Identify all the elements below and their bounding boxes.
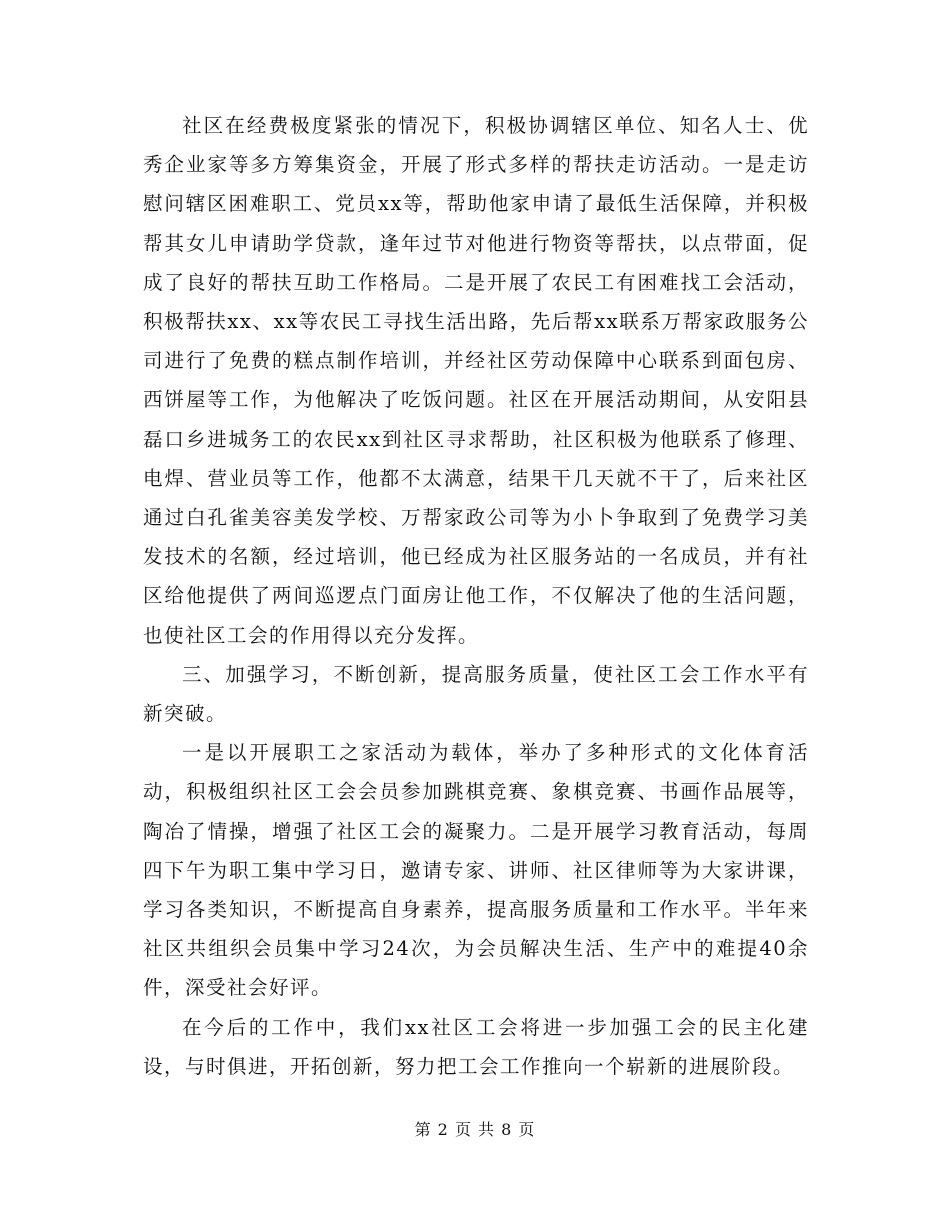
paragraph-3: 一是以开展职工之家活动为载体，举办了多种形式的文化体育活动，积极组织社区工会会员参加跳棋竞赛、象棋竞赛、书画作品展等，陶冶了情操，增强了社区工会的凝聚力。二是开展学习教育活动，每周四下午为职工集中学习日，邀请专家、讲师、社区律师等为大家讲课，学习各类知识，不断提高自身素养，提高服务质量和工作水平。半年来社区共组织会员集中学习24次，为会员解决生活、生产中的难提40余件，深受社会好评。 (143, 741, 809, 1000)
paragraph-2: 三、加强学习，不断创新，提高服务质量，使社区工会工作水平有新突破。 (143, 662, 809, 726)
document-body (143, 106, 809, 1086)
page-number-footer: 第 2 页 共 8 页 (414, 1120, 536, 1139)
paragraph-1: 社区在经费极度紧张的情况下，积极协调辖区单位、知名人士、优秀企业家等多方筹集资金，开展了形式多样的帮扶走访活动。一是走访慰问辖区困难职工、党员xx等，帮助他家申请了最低生活保障，并积极帮其女儿申请助学贷款，逢年过节对他进行物资等帮扶，以点带面，促成了良好的帮扶互助工作格局。二是开展了农民工有困难找工会活动，积极帮扶xx、xx等农民工寻找生活出路，先后帮xx联系万帮家政服务公司进行了免费的糕点制作培训，并经社区劳动保障中心联系到面包房、西饼屋等工作，为他解决了吃饭问题。社区在开展活动期间，从安阳县磊口乡进城务工的农民xx到社区寻求帮助，社区积极为他联系了修理、电焊、营业员等工作，他都不太满意，结果干几天就不干了，后来社区通过白孔雀美容美发学校、万帮家政公司等为小卜争取到了免费学习美发技术的名额，经过培训，他已经成为社区服务站的一名成员，并有社区给他提供了两间巡逻点门面房让他工作，不仅解决了他的生活问题，也使社区工会的作用得以充分发挥。 (143, 114, 809, 647)
paragraph-4: 在今后的工作中，我们xx社区工会将进一步加强工会的民主化建设，与时俱进，开拓创新，努力把工会工作推向一个崭新的进展阶段。 (143, 1015, 809, 1078)
